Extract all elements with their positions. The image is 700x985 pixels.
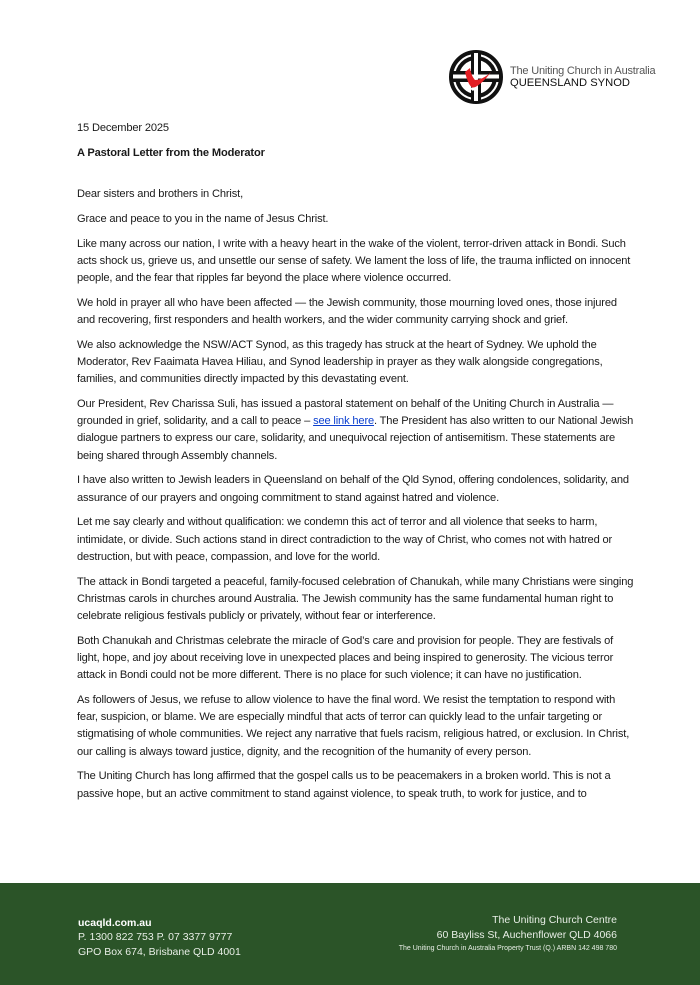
paragraph: We also acknowledge the NSW/ACT Synod, as this tragedy has struck at the heart of Sydney. We uphold the Moderator, Rev Faaimata Havea Hiliau, and Synod leadership in prayer as they walk alongside congregations, families, and communities directly impacted by this devastating event.	[77, 338, 603, 386]
footer-centre-name: The Uniting Church Centre	[492, 914, 617, 926]
letter-body	[77, 120, 637, 810]
paragraph: The Uniting Church has long affirmed that the gospel calls us to be peacemakers in a broken world. This is not a passive hope, but an active commitment to stand against violence, to speak truth, to work for justice, and to	[77, 770, 611, 800]
footer-contact	[78, 916, 241, 959]
paragraph: The attack in Bondi targeted a peaceful, family-focused celebration of Chanukah, while many Christians were singing Christmas carols in churches around Australia. The Jewish community has the same fundamental human right to celebrate religious festivals publicly or privately, without fear or interference.	[77, 575, 634, 623]
paragraph: We hold in prayer all who have been affected — the Jewish community, those mourning loved ones, those injured and recovering, first responders and health workers, and the wider community carrying shock and grief.	[77, 296, 617, 326]
paragraph: Both Chanukah and Christmas celebrate the miracle of God’s care and provision for people. They are festivals of light, hope, and joy about receiving love in unexpected places and being inspired to generosity. The vicious terror attack in Bondi could not be more different. There is no place for such violence; it can have no justification.	[77, 634, 614, 682]
greeting: Grace and peace to you in the name of Jesus Christ.	[77, 212, 329, 225]
president-statement-link[interactable]: see link here	[313, 415, 375, 428]
synod-logo	[449, 50, 655, 104]
footer-website: ucaqld.com.au	[78, 917, 152, 929]
paragraph: I have also written to Jewish leaders in Queensland on behalf of the Qld Synod, offering condolences, solidarity, and assurance of our prayers and ongoing commitment to stand against hatred and violence.	[77, 474, 629, 504]
footer-trust: The Uniting Church in Australia Property Trust (Q.) ARBN 142 498 780	[398, 945, 617, 952]
org-name: The Uniting Church in Australia	[510, 65, 656, 77]
salutation: Dear sisters and brothers in Christ,	[77, 188, 244, 200]
footer-phones: P. 1300 822 753 P. 07 3377 9777	[78, 931, 233, 944]
paragraph-text: Our President, Rev Charissa Suli, has issued a pastoral statement on behalf of the Uniting Church in Australia — grounded in grief, solidarity, and a call to peace –	[77, 398, 614, 428]
paragraph: Like many across our nation, I write with a heavy heart in the wake of the violent, terror-driven attack in Bondi. Such acts shock us, grieve us, and unsettle our sense of safety. We lament the loss of life, the trauma inflicted on innocent people, and the fear that ripples far beyond the place where violence occurred.	[77, 237, 631, 284]
paragraph: As followers of Jesus, we refuse to allow violence to have the final word. We resist the temptation to respond with fear, suspicion, or blame. We are especially mindful that acts of terror can quickly lead to the unfair targeting or stigmatising of whole communities. We reject any narrative that fuels racism, religious hatred, or exclusion. In Christ, our calling is always toward justice, dignity, and the recognition of the humanity of every person.	[77, 694, 630, 758]
paragraph: Let me say clearly and without qualification: we condemn this act of terror and all violence that seeks to harm, intimidate, or divide. Such actions stand in direct contradiction to the way of Christ, who comes not with hatred or destruction, but with peace, compassion, and love for the world.	[77, 516, 613, 563]
paragraph-text: . The President has also written to our National Jewish dialogue partners to express our care, solidarity, and unequivocal rejection of antisemitism. These statements are being shared through Assembly channels.	[77, 415, 634, 462]
footer-postal: GPO Box 674, Brisbane QLD 4001	[78, 945, 241, 958]
letter-title: A Pastoral Letter from the Moderator	[77, 146, 265, 159]
uniting-church-logo-icon	[449, 50, 503, 104]
synod-name: QUEENSLAND SYNOD	[510, 77, 630, 89]
footer-address	[399, 913, 617, 955]
paragraph-president	[77, 396, 637, 465]
letterhead-footer	[0, 883, 700, 985]
letter-date: 15 December 2025	[77, 122, 169, 134]
footer-street: 60 Bayliss St, Auchenflower QLD 4066	[436, 929, 617, 941]
